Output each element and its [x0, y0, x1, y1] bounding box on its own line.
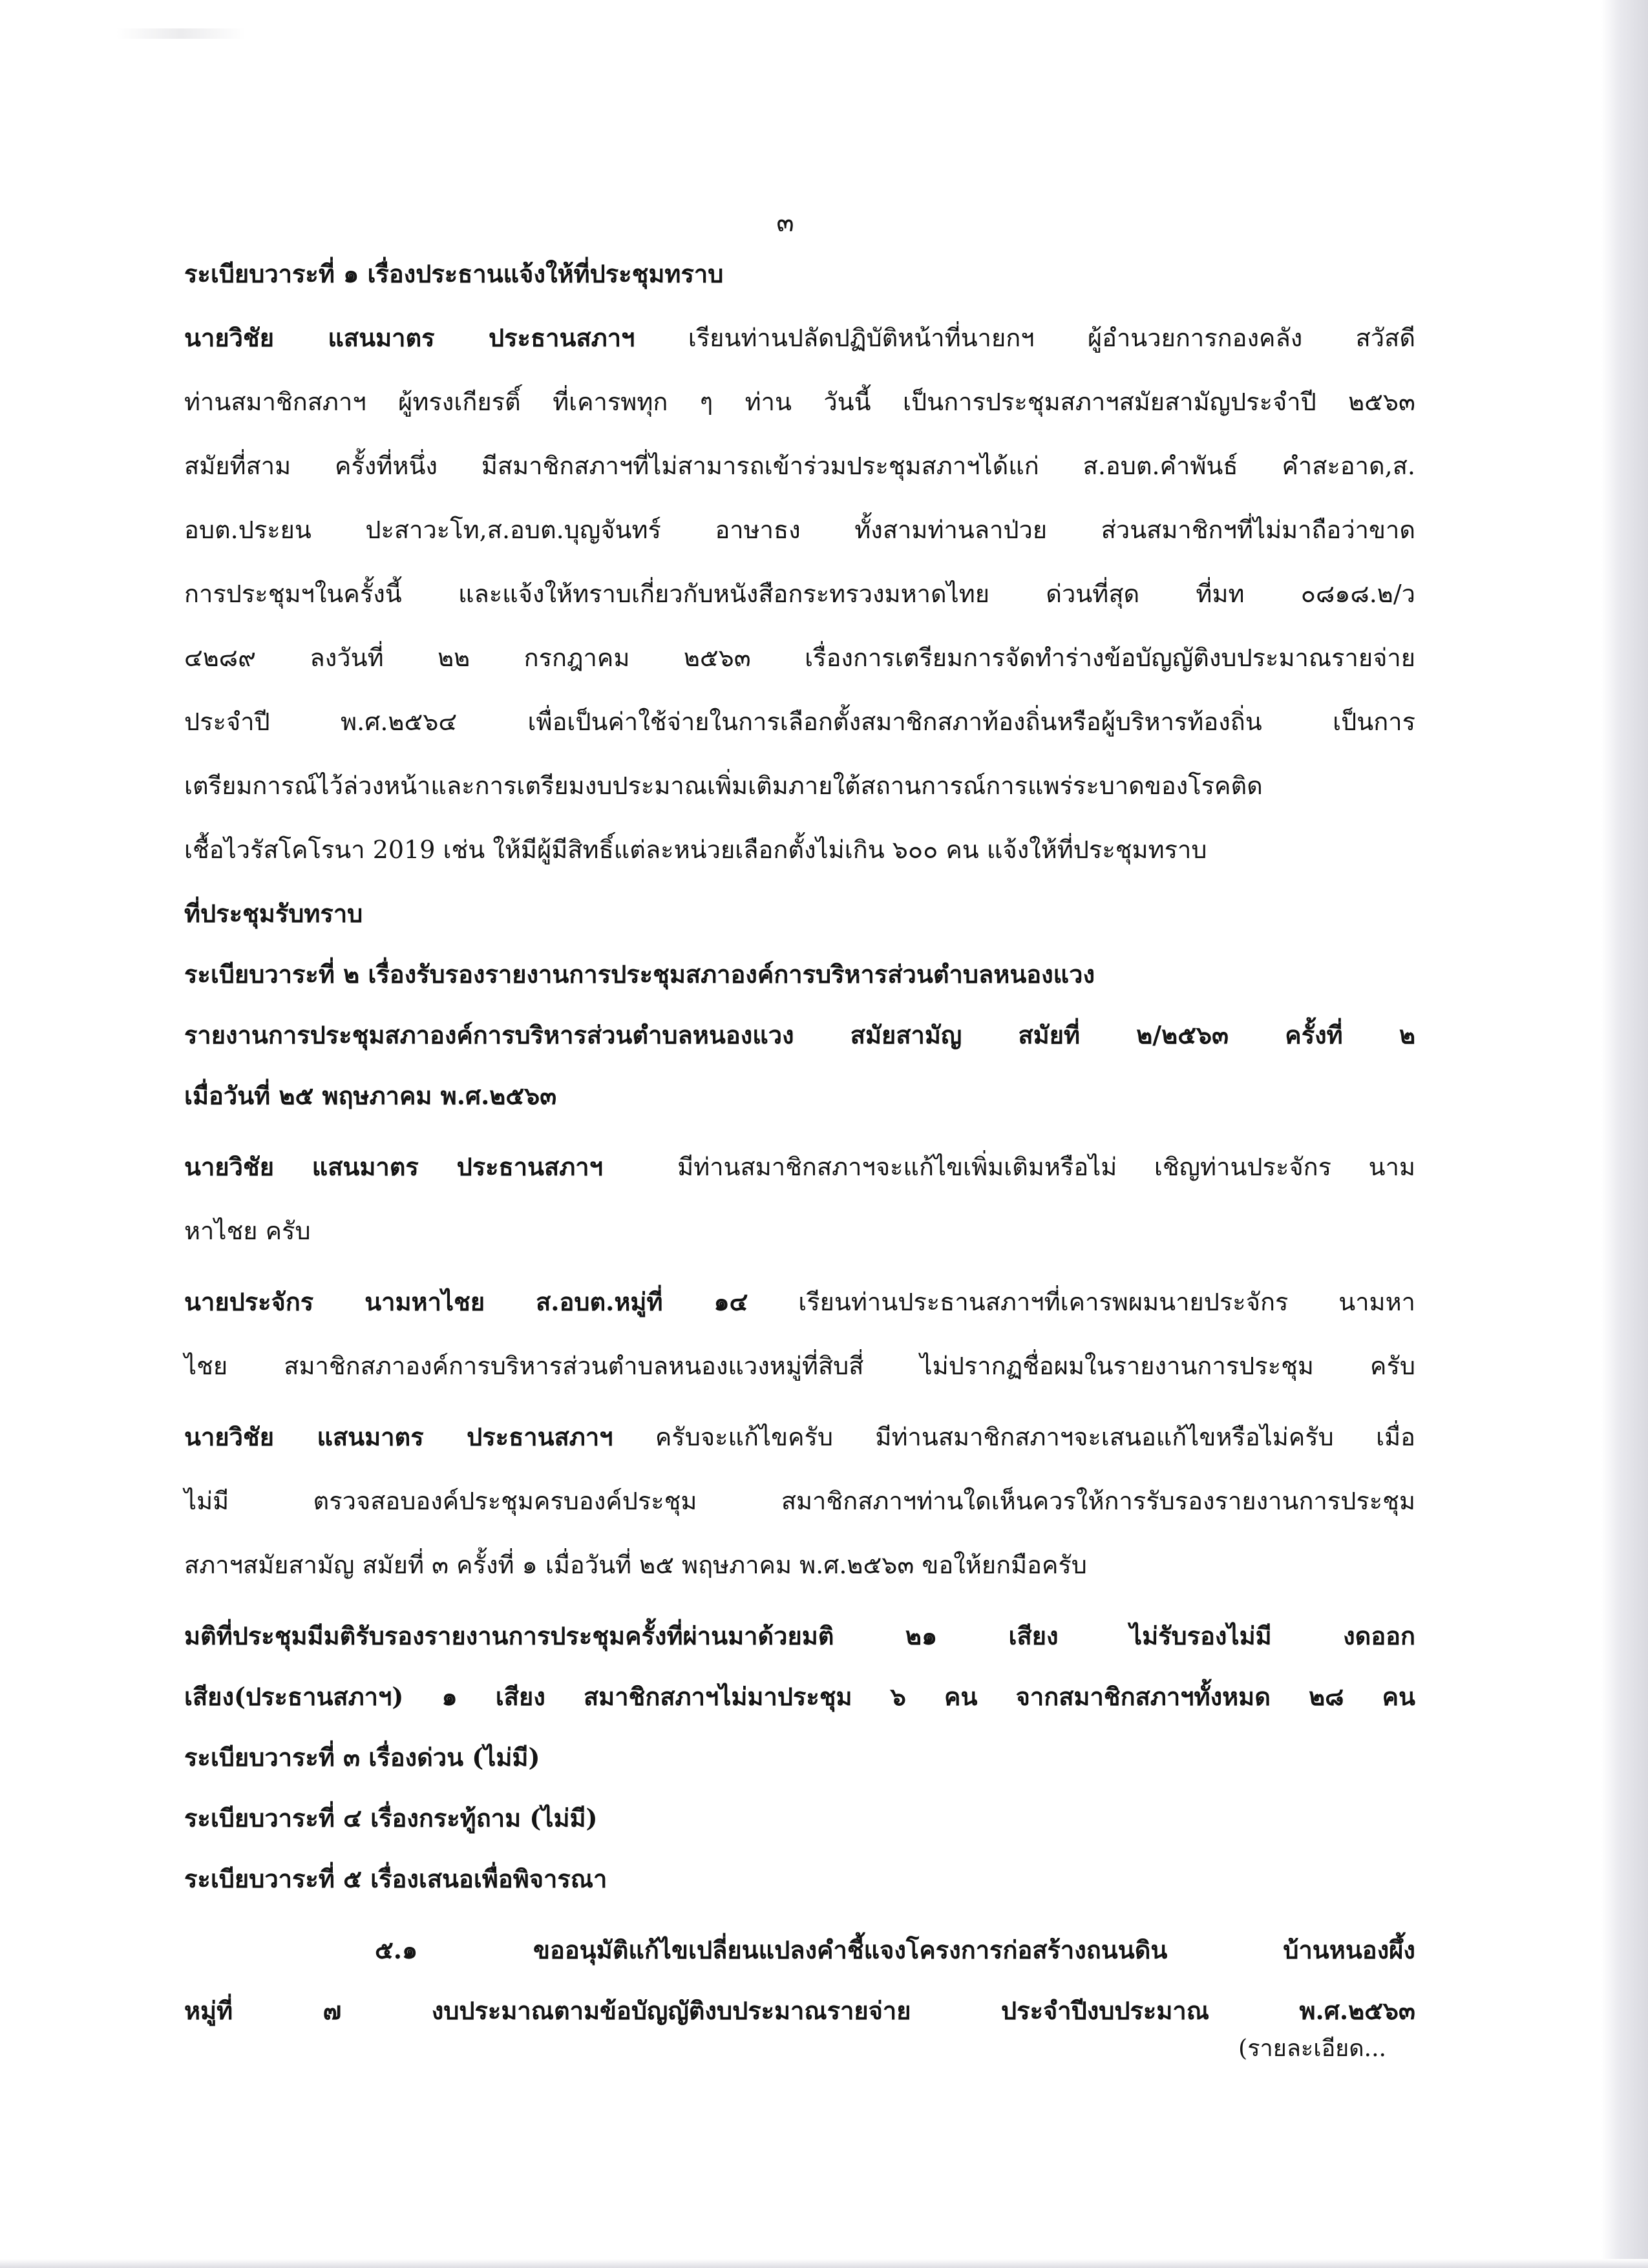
item-5-1-line: หมู่ที่ ๗ งบประมาณตามข้อบัญญัติงบประมาณรายจ่าย ประจำปีงบประมาณ พ.ศ.๒๕๖๓	[184, 1996, 1415, 2025]
agenda-1-paragraph-line: ประจำปี พ.ศ.๒๕๖๔ เพื่อเป็นค่าใช้จ่ายในการเลือกตั้งสมาชิกสภาท้องถิ่นหรือผู้บริหารท้องถิ่น เป็นการ	[184, 708, 1415, 736]
chairman-statement-line: ไม่มี ตรวจสอบองค์ประชุมครบองค์ประชุม สมาชิกสภาฯท่านใดเห็นควรให้การรับรองรายงานการประชุม	[184, 1487, 1415, 1515]
speaker-name: นายประจักร นามหาไชย ส.อบต.หมู่ที่ ๑๔	[184, 1287, 748, 1316]
item-5-1-line: ๕.๑ ขออนุมัติแก้ไขเปลี่ยนแปลงคำชี้แจงโครงการก่อสร้างถนนดิน บ้านหนองผึ้ง	[375, 1935, 1415, 1964]
resolution-line: เสียง(ประธานสภาฯ) ๑ เสียง สมาชิกสภาฯไม่มาประชุม ๖ คน จากสมาชิกสภาฯทั้งหมด ๒๘ คน	[184, 1682, 1415, 1711]
agenda-2-heading: ระเบียบวาระที่ ๒ เรื่องรับรองรายงานการประชุมสภาองค์การบริหารส่วนตำบลหนองแวง	[184, 960, 1095, 989]
document-body	[184, 255, 1415, 2053]
chairman-statement-line	[184, 1418, 1415, 1456]
page-number: ๓	[776, 208, 794, 238]
chairman-statement-line: สภาฯสมัยสามัญ สมัยที่ ๓ ครั้งที่ ๑ เมื่อวันที่ ๒๕ พฤษภาคม พ.ศ.๒๕๖๓ ขอให้ยกมือครับ	[184, 1551, 1087, 1579]
chairman-statement-line: หาไชย ครับ	[184, 1217, 311, 1245]
agenda-1-paragraph-line	[184, 319, 1415, 357]
member-statement-line: ไชย สมาชิกสภาองค์การบริหารส่วนตำบลหนองแวงหมู่ที่สิบสี่ ไม่ปรากฏชื่อผมในรายงานการประชุม ครับ	[184, 1352, 1415, 1380]
speaker-name: นายวิชัย แสนมาตร ประธานสภาฯ	[184, 323, 635, 352]
agenda-1-paragraph-line: สมัยที่สาม ครั้งที่หนึ่ง มีสมาชิกสภาฯที่ไม่สามารถเข้าร่วมประชุมสภาฯได้แก่ ส.อบต.คำพันธ์ คำสะอาด,ส.	[184, 452, 1415, 480]
agenda-2-heading-line: รายงานการประชุมสภาองค์การบริหารส่วนตำบลหนองแวง สมัยสามัญ สมัยที่ ๒/๒๕๖๓ ครั้งที่ ๒	[184, 1020, 1415, 1049]
resolution-line: มติที่ประชุมมีมติรับรองรายงานการประชุมครั้งที่ผ่านมาด้วยมติ ๒๑ เสียง ไม่รับรองไม่มี งดออก	[184, 1621, 1415, 1650]
agenda-5-heading: ระเบียบวาระที่ ๕ เรื่องเสนอเพื่อพิจารณา	[184, 1864, 607, 1893]
agenda-3-heading: ระเบียบวาระที่ ๓ เรื่องด่วน (ไม่มี)	[184, 1743, 540, 1772]
scan-edge-bottom	[0, 2259, 1648, 2268]
agenda-4-heading: ระเบียบวาระที่ ๔ เรื่องกระทู้ถาม (ไม่มี)	[184, 1803, 598, 1832]
paragraph-text: มีท่านสมาชิกสภาฯจะแก้ไขเพิ่มเติมหรือไม่ เชิญท่านประจักร นาม	[677, 1153, 1415, 1181]
chairman-statement-line	[184, 1148, 1415, 1186]
scan-edge-right	[1601, 0, 1648, 2268]
paragraph-text: เรียนท่านประธานสภาฯที่เคารพผมนายประจักร นามหา	[798, 1288, 1415, 1316]
meeting-acknowledged: ที่ประชุมรับทราบ	[184, 899, 363, 928]
agenda-1-paragraph-line: การประชุมฯในครั้งนี้ และแจ้งให้ทราบเกี่ยวกับหนังสือกระทรวงมหาดไทย ด่วนที่สุด ที่มท ๐๘๑๘.๒/ว	[184, 580, 1415, 608]
speaker-name: นายวิชัย แสนมาตร ประธานสภาฯ	[184, 1152, 603, 1181]
agenda-1-paragraph-line: ๔๒๘๙ ลงวันที่ ๒๒ กรกฎาคม ๒๕๖๓ เรื่องการเตรียมการจัดทำร่างข้อบัญญัติงบประมาณรายจ่าย	[184, 644, 1415, 672]
speaker-name: นายวิชัย แสนมาตร ประธานสภาฯ	[184, 1422, 613, 1451]
continuation-note: (รายละเอียด...	[1238, 2035, 1386, 2062]
agenda-1-paragraph-line: เตรียมการณ์ไว้ล่วงหน้าและการเตรียมงบประมาณเพิ่มเติมภายใต้สถานการณ์การแพร่ระบาดของโรคติด	[184, 772, 1263, 800]
paragraph-text: เรียนท่านปลัดปฏิบัติหน้าที่นายกฯ ผู้อำนวยการกองคลัง สวัสดี	[688, 324, 1416, 352]
agenda-1-heading: ระเบียบวาระที่ ๑ เรื่องประธานแจ้งให้ที่ประชุมทราบ	[184, 259, 724, 288]
agenda-2-heading-line: เมื่อวันที่ ๒๕ พฤษภาคม พ.ศ.๒๕๖๓	[184, 1081, 557, 1110]
paragraph-text: ครับจะแก้ไขครับ มีท่านสมาชิกสภาฯจะเสนอแก้ไขหรือไม่ครับ เมื่อ	[655, 1423, 1415, 1451]
agenda-1-paragraph-line: เชื้อไวรัสโคโรนา 2019 เช่น ให้มีผู้มีสิทธิ์แต่ละหน่วยเลือกตั้งไม่เกิน ๖๐๐ คน แจ้งให้ที่ประชุมทราบ	[184, 835, 1207, 864]
agenda-1-paragraph-line: ท่านสมาชิกสภาฯ ผู้ทรงเกียรติ์ ที่เคารพทุก ๆ ท่าน วันนี้ เป็นการประชุมสภาฯสมัยสามัญประจำปี ๒๕๖๓	[184, 388, 1415, 416]
agenda-1-paragraph-line: อบต.ประยน ปะสาวะโท,ส.อบต.บุญจันทร์ อาษาธง ทั้งสามท่านลาป่วย ส่วนสมาชิกฯที่ไม่มาถือว่าขาด	[184, 516, 1415, 544]
scan-smudge	[116, 28, 246, 39]
member-statement-line	[184, 1283, 1415, 1321]
